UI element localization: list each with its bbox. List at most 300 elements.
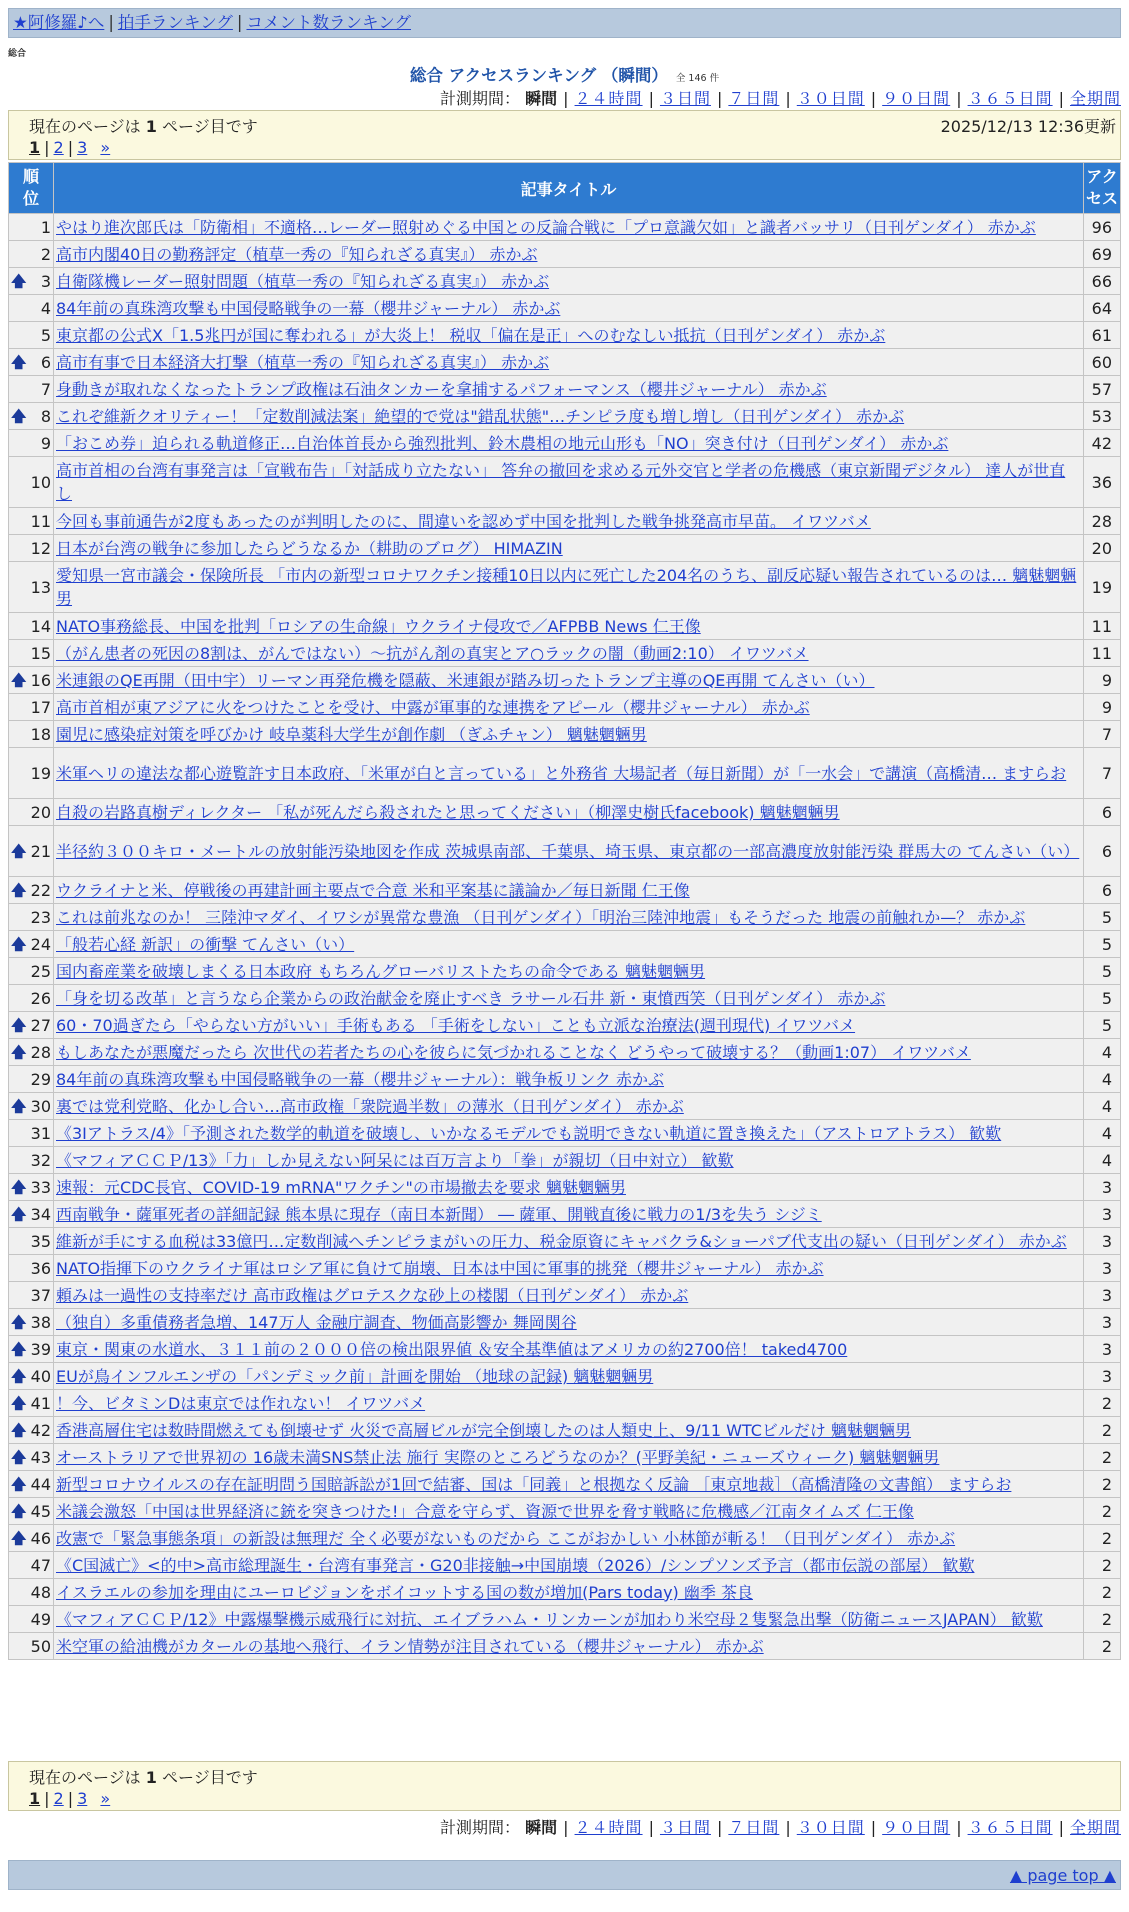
access-count: 11 <box>1084 640 1120 666</box>
rank-cell <box>9 931 53 957</box>
col-header-access: アクセス <box>1084 163 1120 213</box>
period-separator: | <box>648 1818 654 1837</box>
rank-number: 6 <box>40 352 51 372</box>
access-count: 60 <box>1084 349 1120 375</box>
rank-number: 30 <box>30 1096 51 1116</box>
table-row <box>9 1363 1120 1389</box>
rank-number: 12 <box>30 538 51 558</box>
rank-number: 8 <box>40 406 51 426</box>
up-arrow-icon: 🡅 <box>11 1096 27 1115</box>
table-row <box>9 535 1120 561</box>
title-cell <box>54 241 1083 267</box>
ranking-table <box>8 162 1121 1660</box>
access-count: 11 <box>1084 613 1120 639</box>
period-option-3[interactable]: ３０日間 <box>796 89 865 108</box>
rank-number: 35 <box>30 1231 51 1251</box>
pager-top: 1 | 2 | 3 » <box>29 138 111 157</box>
access-count: 2 <box>1084 1579 1120 1605</box>
period-option-3[interactable]: ３０日間 <box>796 1818 865 1837</box>
pager-page-3[interactable]: 3 <box>77 1789 88 1808</box>
article-link[interactable]: 米議会激怒「中国は世界経済に銃を突きつけた!」合意を守らず、資源で世界を脅す戦略に危機感／江南タイムズ 仁王像 <box>56 1501 914 1521</box>
table-row <box>9 376 1120 402</box>
access-count: 69 <box>1084 241 1120 267</box>
up-arrow-icon: 🡅 <box>11 1312 27 1331</box>
bottom-bar <box>8 1860 1121 1890</box>
article-link[interactable]: NATO事務総長、中国を批判「ロシアの生命線」ウクライナ侵攻で／AFPBB News 仁王像 <box>56 616 701 636</box>
article-link[interactable]: 国内畜産業を破壊しまくる日本政府 もちろんグローバリストたちの命令である 魑魅魍魎男 <box>56 961 706 981</box>
access-count: 3 <box>1084 1336 1120 1362</box>
title-cell <box>54 694 1083 720</box>
up-arrow-icon: 🡅 <box>11 670 27 689</box>
pager-page-2[interactable]: 2 <box>53 138 64 157</box>
access-count: 6 <box>1084 877 1120 903</box>
article-link[interactable]: 日本が台湾の戦争に参加したらどうなるか（耕助のブログ） HIMAZIN <box>56 538 563 558</box>
home-link[interactable]: ★阿修羅♪へ <box>13 13 105 32</box>
title-cell <box>54 1444 1083 1470</box>
period-option-4[interactable]: ９０日間 <box>882 89 951 108</box>
title-cell <box>54 748 1083 798</box>
table-row <box>9 694 1120 720</box>
period-current: 瞬間 <box>525 89 558 108</box>
table-row <box>9 1417 1120 1443</box>
access-count: 66 <box>1084 268 1120 294</box>
article-link[interactable]: 半径約３００キロ・メートルの放射能汚染地図を作成 茨城県南部、千葉県、埼玉県、東京都の一部高濃度放射能汚染 群馬大の てんさい（い） <box>56 841 1080 861</box>
up-arrow-icon: 🡅 <box>11 880 27 899</box>
table-row <box>9 640 1120 666</box>
rank-number: 20 <box>30 802 51 822</box>
access-count: 3 <box>1084 1363 1120 1389</box>
table-row <box>9 721 1120 747</box>
pager-bottom: 1 | 2 | 3 » <box>29 1789 111 1808</box>
comment-ranking-link[interactable]: コメント数ランキング <box>246 13 411 32</box>
up-arrow-icon: 🡅 <box>11 406 27 425</box>
period-option-0[interactable]: ２４時間 <box>574 1818 643 1837</box>
rank-number: 19 <box>30 763 51 783</box>
rank-number: 23 <box>30 907 51 927</box>
rank-cell <box>9 403 53 429</box>
article-link[interactable]: 東京・関東の水道水、３１１前の２０００倍の検出限界値 ＆安全基準値はアメリカの約2700倍！ taked4700 <box>56 1339 848 1359</box>
title-cell <box>54 1174 1083 1200</box>
access-count: 3 <box>1084 1174 1120 1200</box>
rank-number: 50 <box>30 1636 51 1656</box>
access-count: 4 <box>1084 1120 1120 1146</box>
up-arrow-icon: 🡅 <box>11 1339 27 1358</box>
table-row <box>9 1012 1120 1038</box>
period-separator: | <box>785 1818 791 1837</box>
up-arrow-icon: 🡅 <box>11 1474 27 1493</box>
article-link[interactable]: （独自）多重債務者急増、147万人 金融庁調査、物価高影響か 舞岡関谷 <box>56 1312 577 1332</box>
article-link[interactable]: やはり進次郎氏は「防衛相」不適格…レーダー照射めぐる中国との反論合戦に「プロ意識欠如」と識者バッサリ（日刊ゲンダイ） 赤かぶ <box>56 217 1036 237</box>
rank-cell <box>9 430 53 456</box>
period-separator: | <box>870 89 877 108</box>
period-option-6[interactable]: 全期間 <box>1069 89 1121 108</box>
article-link[interactable]: 身動きが取れなくなったトランプ政権は石油タンカーを拿捕するパフォーマンス（櫻井ジャーナル） 赤かぶ <box>56 379 827 399</box>
title-cell <box>54 1633 1083 1659</box>
rank-cell <box>9 748 53 798</box>
article-link[interactable]: ウクライナと米、停戦後の再建計画主要点で合意 米和平案基に議論か／毎日新聞 仁王像 <box>56 880 690 900</box>
rank-number: 46 <box>30 1528 51 1548</box>
access-count: 2 <box>1084 1606 1120 1632</box>
up-arrow-icon: 🡅 <box>11 352 27 371</box>
title-cell <box>54 1255 1083 1281</box>
up-arrow-icon: 🡅 <box>11 1420 27 1439</box>
article-link[interactable]: 園児に感染症対策を呼びかけ 岐阜薬科大学生が創作劇 （ぎふチャン） 魑魅魍魎男 <box>56 724 647 744</box>
access-count: 64 <box>1084 295 1120 321</box>
title-cell <box>54 877 1083 903</box>
article-link[interactable]: 維新が手にする血税は33億円…定数削減へチンピラまがいの圧力、税金原資にキャバクラ&ショーパブ代支出の疑い（日刊ゲンダイ） 赤かぶ <box>56 1231 1067 1251</box>
table-row <box>9 931 1120 957</box>
table-row <box>9 1444 1120 1470</box>
rank-number: 48 <box>30 1582 51 1602</box>
period-selector-bottom <box>440 1815 1121 1838</box>
rank-cell <box>9 1012 53 1038</box>
period-separator: | <box>870 1818 877 1837</box>
article-link[interactable]: 高市首相が東アジアに火をつけたことを受け、中露が軍事的な連携をアピール（櫻井ジャーナル） 赤かぶ <box>56 697 810 717</box>
title-cell <box>54 349 1083 375</box>
table-row <box>9 667 1120 693</box>
table-row <box>9 1174 1120 1200</box>
title-cell <box>54 457 1083 507</box>
period-option-2[interactable]: ７日間 <box>728 89 780 108</box>
title-cell <box>54 1228 1083 1254</box>
access-count: 9 <box>1084 694 1120 720</box>
period-separator: | <box>648 89 654 108</box>
rank-number: 28 <box>30 1042 51 1062</box>
rank-cell <box>9 640 53 666</box>
rank-cell <box>9 1201 53 1227</box>
article-link[interactable]: 米連銀のQE再開（田中宇）リーマン再発危機を隠蔽、米連銀が踏み切ったトランプ主導のQE再開 てんさい（い） <box>56 670 875 690</box>
up-arrow-icon: 🡅 <box>11 271 27 290</box>
rank-number: 49 <box>30 1609 51 1629</box>
table-row <box>9 799 1120 825</box>
up-arrow-icon: 🡅 <box>11 1528 27 1547</box>
rank-cell <box>9 1147 53 1173</box>
article-link[interactable]: 《マフィアＣＣＰ/13》「力」しか見えない阿呆には百万言より「拳」が親切（日中対立） 歓歎 <box>56 1150 734 1170</box>
article-link[interactable]: 《3Iアトラス/4》「予測された数学的軌道を破壊し、いかなるモデルでも説明できない軌道に置き換えた」（アストロアトラス） 歓歎 <box>56 1123 1002 1143</box>
period-separator: | <box>563 89 569 108</box>
period-current: 瞬間 <box>525 1818 558 1837</box>
access-count: 6 <box>1084 826 1120 876</box>
access-count: 2 <box>1084 1525 1120 1551</box>
title-cell <box>54 613 1083 639</box>
access-count: 5 <box>1084 958 1120 984</box>
rank-cell <box>9 508 53 534</box>
rank-number: 43 <box>30 1447 51 1467</box>
table-row <box>9 214 1120 240</box>
rank-number: 2 <box>40 244 51 264</box>
title-cell <box>54 1471 1083 1497</box>
access-count: 5 <box>1084 985 1120 1011</box>
page-title: 総合 アクセスランキング （瞬間） <box>409 66 668 85</box>
article-link[interactable]: 頼みは一過性の支持率だけ 高市政権はグロテスクな砂上の楼閣（日刊ゲンダイ） 赤かぶ <box>56 1285 689 1305</box>
title-cell <box>54 1417 1083 1443</box>
rank-cell <box>9 1633 53 1659</box>
table-row <box>9 268 1120 294</box>
rank-number: 24 <box>30 934 51 954</box>
article-link[interactable]: 今回も事前通告が2度もあったのが判明したのに、間違いを認めず中国を批判した戦争挑発高市早苗。 イワツバメ <box>56 511 871 531</box>
period-selector-top <box>440 86 1121 109</box>
title-cell <box>54 1606 1083 1632</box>
rank-cell <box>9 826 53 876</box>
article-link[interactable]: ！今、ビタミンDは東京では作れない！ イワツバメ <box>56 1393 426 1413</box>
rank-number: 47 <box>30 1555 51 1575</box>
title-cell <box>54 1066 1083 1092</box>
title-cell <box>54 640 1083 666</box>
access-count: 42 <box>1084 430 1120 456</box>
rank-number: 5 <box>40 325 51 345</box>
rank-cell <box>9 694 53 720</box>
article-link[interactable]: 高市首相の台湾有事発言は「宣戦布告」「対話成り立たない」 答弁の撤回を求める元外交官と学者の危機感（東京新聞デジタル） 達人が世直し <box>56 461 1066 503</box>
up-arrow-icon: 🡅 <box>11 1447 27 1466</box>
table-row <box>9 322 1120 348</box>
table-row <box>9 1255 1120 1281</box>
applause-ranking-link[interactable]: 拍手ランキング <box>117 13 233 32</box>
table-row <box>9 1066 1120 1092</box>
access-count: 5 <box>1084 931 1120 957</box>
col-header-title: 記事タイトル <box>54 163 1083 213</box>
up-arrow-icon: 🡅 <box>11 1204 27 1223</box>
article-link[interactable]: 高市有事で日本経済大打撃（植草一秀の『知られざる真実』） 赤かぶ <box>56 352 550 372</box>
rank-cell <box>9 1525 53 1551</box>
access-count: 3 <box>1084 1309 1120 1335</box>
rank-cell <box>9 376 53 402</box>
rank-number: 33 <box>30 1177 51 1197</box>
pager-next[interactable]: » <box>100 1789 111 1808</box>
table-row <box>9 1606 1120 1632</box>
title-cell <box>54 667 1083 693</box>
table-row <box>9 1498 1120 1524</box>
rank-number: 13 <box>30 577 51 597</box>
rank-number: 42 <box>30 1420 51 1440</box>
article-link[interactable]: 自衛隊機レーダー照射問題（植草一秀の『知られざる真実』） 赤かぶ <box>56 271 550 291</box>
article-link[interactable]: 《マフィアＣＣＰ/12》中露爆撃機示威飛行に対抗、エイブラハム・リンカーンが加わり米空母２隻緊急出撃（防衛ニュースJAPAN） 歓歎 <box>56 1609 1043 1629</box>
article-link[interactable]: 「身を切る改革」と言うなら企業からの政治献金を廃止すべき ラサール石井 新・東憤西笑（日刊ゲンダイ） 赤かぶ <box>56 988 886 1008</box>
access-count: 2 <box>1084 1390 1120 1416</box>
period-option-1[interactable]: ３日間 <box>659 1818 711 1837</box>
rank-cell <box>9 1120 53 1146</box>
up-arrow-icon: 🡅 <box>11 1393 27 1412</box>
rank-cell <box>9 535 53 561</box>
table-row <box>9 430 1120 456</box>
rank-cell <box>9 1363 53 1389</box>
access-count: 2 <box>1084 1633 1120 1659</box>
article-link[interactable]: 《C国滅亡》<的中>高市総理誕生・台湾有事発言・G20非接触→中国崩壊（2026）/シンプソンズ予言（都市伝説の部屋） 歓歎 <box>56 1555 975 1575</box>
article-link[interactable]: 米軍ヘリの違法な都心遊覧許す日本政府、「米軍が白と言っている」と外務省 大場記者（毎日新聞）が「一水会」で講演（高橋清… ますらお <box>56 763 1067 783</box>
rank-cell <box>9 613 53 639</box>
period-separator: | <box>956 1818 962 1837</box>
article-link[interactable]: 改憲で「緊急事態条項」の新設は無理だ 全く必要がないものだから ここがおかしい 小林節が斬る！（日刊ゲンダイ） 赤かぶ <box>56 1528 956 1548</box>
article-link[interactable]: イスラエルの参加を理由にユーロビジョンをボイコットする国の数が増加(Pars today) 幽季 茶良 <box>56 1582 753 1602</box>
article-link[interactable]: 84年前の真珠湾攻撃も中国侵略戦争の一幕（櫻井ジャーナル） 赤かぶ <box>56 298 561 318</box>
period-separator: | <box>956 89 962 108</box>
rank-cell <box>9 799 53 825</box>
rank-cell <box>9 1417 53 1443</box>
table-row <box>9 241 1120 267</box>
up-arrow-icon: 🡅 <box>11 934 27 953</box>
access-count: 19 <box>1084 562 1120 612</box>
title-cell <box>54 562 1083 612</box>
table-row <box>9 1525 1120 1551</box>
rank-number: 36 <box>30 1258 51 1278</box>
table-row <box>9 877 1120 903</box>
total-count: 全 146 件 <box>675 73 720 84</box>
period-separator: | <box>785 89 791 108</box>
table-row <box>9 1633 1120 1659</box>
article-link[interactable]: NATO指揮下のウクライナ軍はロシア軍に負けて崩壊、日本は中国に軍事的挑発（櫻井ジャーナル） 赤かぶ <box>56 1258 824 1278</box>
rank-number: 37 <box>30 1285 51 1305</box>
table-row <box>9 985 1120 1011</box>
pager-page-3[interactable]: 3 <box>77 138 88 157</box>
article-link[interactable]: 「般若心経 新訳」の衝撃 てんさい（い） <box>56 934 355 954</box>
article-link[interactable]: 米空軍の給油機がカタールの基地へ飛行、イラン情勢が注目されている（櫻井ジャーナル） 赤かぶ <box>56 1636 764 1656</box>
period-option-1[interactable]: ３日間 <box>659 89 711 108</box>
table-row <box>9 1039 1120 1065</box>
page-top-link[interactable]: ▲ page top ▲ <box>1009 1866 1116 1885</box>
access-count: 28 <box>1084 508 1120 534</box>
rank-number: 22 <box>30 880 51 900</box>
article-link[interactable]: EUが鳥インフルエンザの「パンデミック前」計画を開始 （地球の記録) 魑魅魍魎男 <box>56 1366 654 1386</box>
table-row <box>9 295 1120 321</box>
article-link[interactable]: 香港高層住宅は数時間燃えても倒壊せず 火災で高層ビルが完全倒壊したのは人類史上、9/11 WTCビルだけ 魑魅魍魎男 <box>56 1420 912 1440</box>
rank-cell <box>9 241 53 267</box>
rank-number: 38 <box>30 1312 51 1332</box>
page-info: 現在のページは 1 ページ目です <box>29 1768 258 1787</box>
table-row <box>9 1120 1120 1146</box>
title-cell <box>54 1525 1083 1551</box>
table-row <box>9 1390 1120 1416</box>
table-row <box>9 1579 1120 1605</box>
rank-number: 31 <box>30 1123 51 1143</box>
table-row <box>9 1552 1120 1578</box>
rank-cell <box>9 1174 53 1200</box>
article-link[interactable]: オーストラリアで世界初の 16歳未満SNS禁止法 施行 実際のところどうなのか？(平野美紀・ニューズウィーク) 魑魅魍魎男 <box>56 1447 940 1467</box>
rank-number: 29 <box>30 1069 51 1089</box>
table-row <box>9 1282 1120 1308</box>
table-row <box>9 1336 1120 1362</box>
access-count: 3 <box>1084 1201 1120 1227</box>
article-link[interactable]: これぞ維新クオリティー！「定数削減法案」絶望的で党は"錯乱状態"…チンピラ度も増し増し（日刊ゲンダイ） 赤かぶ <box>56 406 905 426</box>
article-link[interactable]: 速報：元CDC長官、COVID-19 mRNA"ワクチン"の市場撤去を要求 魑魅魍魎男 <box>56 1177 626 1197</box>
rank-number: 18 <box>30 724 51 744</box>
rank-cell <box>9 322 53 348</box>
rank-cell <box>9 904 53 930</box>
title-cell <box>54 1039 1083 1065</box>
access-count: 4 <box>1084 1093 1120 1119</box>
period-option-6[interactable]: 全期間 <box>1069 1818 1121 1837</box>
title-cell <box>54 1147 1083 1173</box>
title-cell <box>54 1093 1083 1119</box>
article-link[interactable]: 裏では党利党略、化かし合い…高市政権「衆院過半数」の薄氷（日刊ゲンダイ） 赤かぶ <box>56 1096 684 1116</box>
table-row <box>9 508 1120 534</box>
access-count: 57 <box>1084 376 1120 402</box>
article-link[interactable]: 高市内閣40日の勤務評定（植草一秀の『知られざる真実』） 赤かぶ <box>56 244 538 264</box>
access-count: 2 <box>1084 1498 1120 1524</box>
rank-cell <box>9 349 53 375</box>
rank-cell <box>9 1390 53 1416</box>
up-arrow-icon: 🡅 <box>11 1015 27 1034</box>
title-cell <box>54 1309 1083 1335</box>
article-link[interactable]: 「おこめ券」迫られる軌道修正…自治体首長から強烈批判、鈴木農相の地元山形も「NO」突き付け（日刊ゲンダイ） 赤かぶ <box>56 433 949 453</box>
pager-current[interactable]: 1 <box>29 1789 41 1808</box>
rank-number: 34 <box>30 1204 51 1224</box>
period-option-0[interactable]: ２４時間 <box>574 89 643 108</box>
pager-next[interactable]: » <box>100 138 111 157</box>
title-cell <box>54 1282 1083 1308</box>
rank-number: 32 <box>30 1150 51 1170</box>
access-count: 3 <box>1084 1255 1120 1281</box>
table-row <box>9 562 1120 612</box>
top-nav-bar <box>8 8 1121 38</box>
article-link[interactable]: 愛知県一宮市議会・保険所長 「市内の新型コロナワクチン接種10日以内に死亡した204名のうち、副反応疑い報告されているのは… 魑魅魍魎男 <box>56 566 1077 608</box>
title-cell <box>54 214 1083 240</box>
table-row <box>9 403 1120 429</box>
period-option-4[interactable]: ９０日間 <box>882 1818 951 1837</box>
period-option-5[interactable]: ３６５日間 <box>967 89 1053 108</box>
rank-cell <box>9 1498 53 1524</box>
article-link[interactable]: （がん患者の死因の8割は、がんではない）〜抗がん剤の真実とア○ラックの闇（動画2:10） イワツバメ <box>56 643 809 663</box>
access-count: 4 <box>1084 1066 1120 1092</box>
rank-number: 16 <box>30 670 51 690</box>
table-row <box>9 1471 1120 1497</box>
rank-cell <box>9 985 53 1011</box>
rank-cell <box>9 268 53 294</box>
title-cell <box>54 508 1083 534</box>
rank-number: 11 <box>30 511 51 531</box>
article-link[interactable]: 自殺の岩路真樹ディレクター 「私が死んだら殺されたと思ってください」（柳澤史樹氏facebook) 魑魅魍魎男 <box>56 802 840 822</box>
category-label: 総合 <box>8 49 27 59</box>
period-label: 計測期間： <box>440 1818 521 1837</box>
access-count: 20 <box>1084 535 1120 561</box>
period-option-2[interactable]: ７日間 <box>728 1818 780 1837</box>
title-cell <box>54 430 1083 456</box>
rank-number: 21 <box>30 841 51 861</box>
article-link[interactable]: 60・70過ぎたら「やらない方がいい」手術もある 「手術をしない」ことも立派な治療法(週刊現代) イワツバメ <box>56 1015 856 1035</box>
rank-number: 7 <box>40 379 51 399</box>
title-cell <box>54 268 1083 294</box>
rank-number: 4 <box>40 298 51 318</box>
access-count: 4 <box>1084 1039 1120 1065</box>
rank-cell <box>9 1579 53 1605</box>
access-count: 6 <box>1084 799 1120 825</box>
rank-number: 27 <box>30 1015 51 1035</box>
access-count: 2 <box>1084 1471 1120 1497</box>
pager-current[interactable]: 1 <box>29 138 41 157</box>
page-title-block <box>0 62 1129 86</box>
article-link[interactable]: 新型コロナウイルスの存在証明問う国賠訴訟が1回で結審、国は「同義」と根拠なく反論 ［東京地裁］（高橋清隆の文書館） ますらお <box>56 1474 1012 1494</box>
page-info-box-bottom <box>8 1761 1121 1811</box>
rank-number: 1 <box>40 217 51 237</box>
period-separator: | <box>1058 89 1064 108</box>
rank-cell <box>9 1309 53 1335</box>
article-link[interactable]: 東京都の公式X「1.5兆円が国に奪われる」が大炎上！ 税収「偏在是正」へのむなしい抵抗（日刊ゲンダイ） 赤かぶ <box>56 325 886 345</box>
rank-number: 39 <box>30 1339 51 1359</box>
up-arrow-icon: 🡅 <box>11 841 27 860</box>
rank-cell <box>9 667 53 693</box>
period-option-5[interactable]: ３６５日間 <box>967 1818 1053 1837</box>
article-link[interactable]: もしあなたが悪魔だったら 次世代の若者たちの心を彼らに気づかれることなく どうやって破壊する？（動画1:07） イワツバメ <box>56 1042 971 1062</box>
access-count: 5 <box>1084 904 1120 930</box>
period-separator: | <box>563 1818 569 1837</box>
article-link[interactable]: これは前兆なのか！ 三陸沖マダイ、イワシが異常な豊漁 （日刊ゲンダイ）「明治三陸沖地震」もそうだった 地震の前触れか—？ 赤かぶ <box>56 907 1026 927</box>
title-cell <box>54 931 1083 957</box>
pager-page-2[interactable]: 2 <box>53 1789 64 1808</box>
rank-number: 26 <box>30 988 51 1008</box>
access-count: 2 <box>1084 1444 1120 1470</box>
table-row <box>9 748 1120 798</box>
title-cell <box>54 958 1083 984</box>
article-link[interactable]: 西南戦争・薩軍死者の詳細記録 熊本県に現存（南日本新聞） ― 薩軍、開戦直後に戦力の1/3を失う シジミ <box>56 1204 822 1224</box>
article-link[interactable]: 84年前の真珠湾攻撃も中国侵略戦争の一幕（櫻井ジャーナル）：戦争板リンク 赤かぶ <box>56 1069 665 1089</box>
